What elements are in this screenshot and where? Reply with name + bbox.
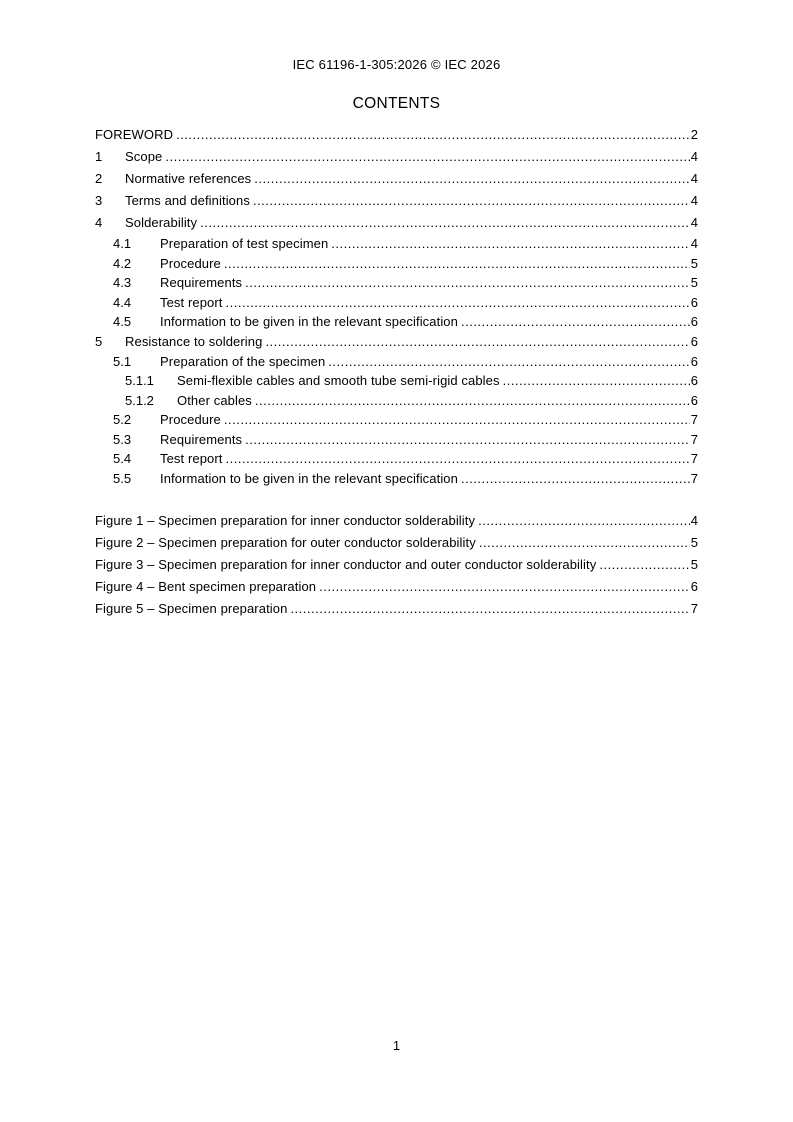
figure-entry-page: 6 [690,579,698,594]
dot-leader [253,190,690,212]
dot-leader [461,312,690,332]
toc-figure-2[interactable] [95,532,698,554]
dot-leader [265,332,689,352]
toc-entry-label: Procedure [160,255,221,271]
toc-entry-4-1[interactable] [95,234,698,254]
figure-entry-page: 7 [690,601,698,616]
figure-entry-page: 5 [690,535,698,550]
dot-leader [224,254,690,274]
toc-entry-number: 5.4 [113,451,132,466]
toc-entry-number: 4.2 [113,255,132,271]
figure-entry-page: 4 [690,513,698,528]
toc-entry-number: 5.5 [113,470,132,486]
toc-entry-label: Preparation of the specimen [160,353,326,369]
toc-entry-label: Test report [160,294,223,310]
figure-entry-label: Figure 1 – Specimen preparation for inner conductor solderability [95,513,476,528]
toc-entry-label: Requirements [160,431,243,447]
figure-entry-label: Figure 4 – Bent specimen preparation [95,579,317,594]
dot-leader [165,146,689,168]
toc-title: CONTENTS [352,95,441,112]
toc-entry-label: Terms and definitions [125,193,250,208]
toc-entry-5-4[interactable] [95,449,698,469]
toc-entry-label: Solderability [125,215,198,230]
toc-entry-number: 1 [95,149,103,164]
toc-entry-number: 4.3 [113,275,132,290]
toc-figure-1[interactable] [95,510,698,532]
toc-entry-4-3[interactable] [95,273,698,293]
toc-entry-normative-references[interactable] [95,168,698,190]
dot-leader [478,510,690,532]
toc-figures [95,510,698,620]
dot-leader [255,391,690,411]
toc-entry-number: 5.1.2 [125,392,154,408]
toc-entry-page: 2 [690,127,698,142]
dot-leader [224,410,690,430]
toc-entry-page: 6 [690,392,698,408]
dot-leader [319,576,690,598]
toc-entry-resistance-to-soldering[interactable] [95,332,698,352]
toc-entry-number: 5.1 [113,353,132,369]
toc-entry-page: 6 [690,314,698,329]
toc-entry-number: 4.1 [113,236,132,251]
toc-entry-label: Normative references [125,171,252,186]
toc-entry-page: 7 [690,431,698,447]
toc-entry-page: 5 [690,255,698,271]
toc-entry-label: Information to be given in the relevant specification [160,470,458,486]
toc-entry-5-5[interactable] [95,469,698,489]
dot-leader [226,293,690,313]
toc-entry-page: 4 [690,215,698,230]
toc-entry-label: Resistance to soldering [125,333,263,349]
dot-leader [503,371,690,391]
figure-entry-page: 5 [690,557,698,572]
dot-leader [245,430,690,450]
dot-leader [328,352,689,372]
toc-entry-5-1-1[interactable] [95,371,698,391]
toc-figure-3[interactable] [95,554,698,576]
toc-entry-page: 4 [690,171,698,186]
toc-entry-terms-definitions[interactable] [95,190,698,212]
toc-entry-page: 7 [690,470,698,486]
toc-entry-label: Semi-flexible cables and smooth tube semi-rigid cables [177,373,500,388]
toc-entry-page: 6 [690,353,698,369]
toc-entry-page: 6 [690,373,698,388]
dot-leader [176,124,690,146]
toc-sections [95,124,698,488]
toc-figure-4[interactable] [95,576,698,598]
page-number: 1 [392,1038,401,1053]
dot-leader [599,554,689,576]
toc-entry-4-4[interactable] [95,293,698,313]
dot-leader [200,212,690,234]
toc-entry-number: 3 [95,193,103,208]
toc-entry-number: 5 [95,333,103,349]
toc-entry-page: 6 [690,333,698,349]
toc-entry-label: Preparation of test specimen [160,236,329,251]
toc-entry-page: 7 [690,412,698,427]
figure-entry-label: Figure 5 – Specimen preparation [95,601,288,616]
toc-entry-number: 5.3 [113,431,132,447]
dot-leader [245,273,690,293]
toc-entry-number: 4.5 [113,314,132,329]
dot-leader [331,234,689,254]
toc-entry-number: 4 [95,215,103,230]
figure-entry-label: Figure 2 – Specimen preparation for outer conductor solderability [95,535,476,550]
toc-entry-foreword[interactable] [95,124,698,146]
toc-entry-solderability[interactable] [95,212,698,234]
toc-entry-page: 5 [690,275,698,290]
dot-leader [254,168,689,190]
dot-leader [290,598,689,620]
toc-entry-number: 2 [95,171,103,186]
toc-entry-label: Procedure [160,412,221,427]
toc-entry-page: 4 [690,193,698,208]
dot-leader [461,469,690,489]
toc-entry-5-1[interactable] [95,352,698,372]
toc-entry-page: 4 [690,236,698,251]
toc-entry-5-3[interactable] [95,430,698,450]
toc-entry-label: Requirements [160,275,243,290]
page-header: IEC 61196-1-305:2026 © IEC 2026 [292,57,501,72]
toc-entry-5-1-2[interactable] [95,391,698,411]
toc-entry-page: 7 [690,451,698,466]
toc-entry-label: Scope [125,149,163,164]
toc-entry-page: 6 [690,294,698,310]
toc-entry-number: 4.4 [113,294,132,310]
toc-entry-label: FOREWORD [95,127,174,142]
toc-entry-label: Information to be given in the relevant specification [160,314,458,329]
toc-entry-label: Other cables [177,392,252,408]
toc-figure-5[interactable] [95,598,698,620]
dot-leader [479,532,690,554]
toc-entry-4-5[interactable] [95,312,698,332]
toc-entry-number: 5.2 [113,412,132,427]
toc-entry-5-2[interactable] [95,410,698,430]
toc-entry-number: 5.1.1 [125,373,154,388]
toc-entry-scope[interactable] [95,146,698,168]
toc-entry-label: Test report [160,451,223,466]
toc-entry-page: 4 [690,149,698,164]
dot-leader [226,449,690,469]
toc-entry-4-2[interactable] [95,254,698,274]
figure-entry-label: Figure 3 – Specimen preparation for inner conductor and outer conductor solderability [95,557,597,572]
